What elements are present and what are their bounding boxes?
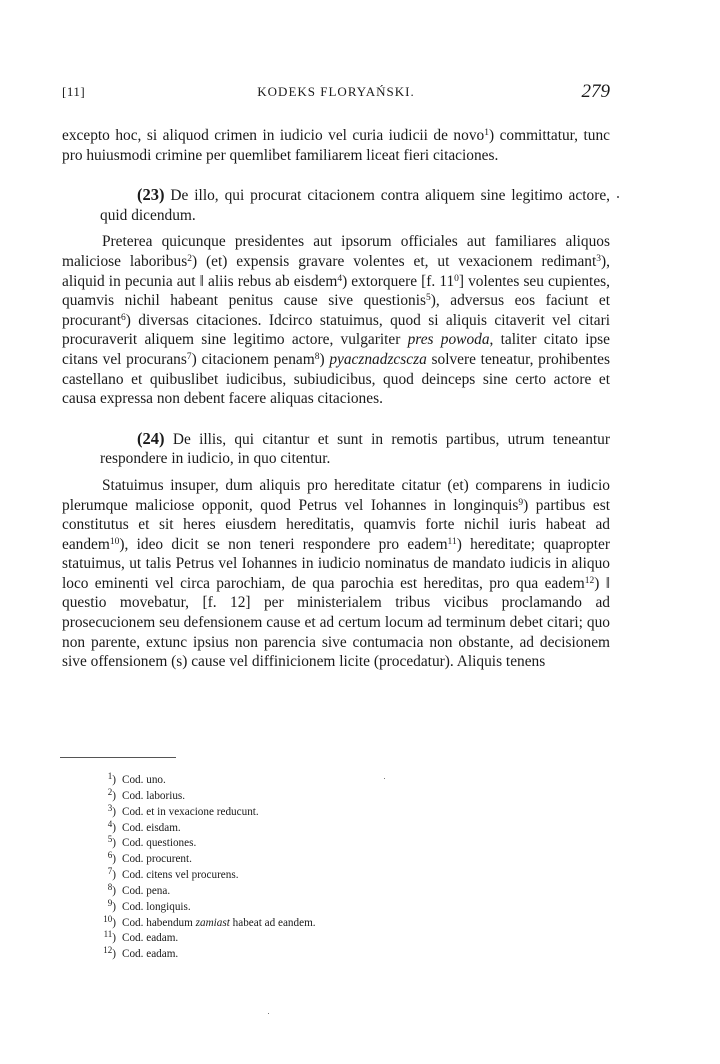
footnote-ref: 2 [187,253,192,264]
footnote: $^9$) Cod. longiquis. [107,897,191,913]
footnote-ref: 4 [337,273,343,284]
page-number: 279 [581,81,610,102]
section-heading-text: De illo, qui procurat citacionem contra aliquem sine legitimo actore, quid dicendum. [100,187,610,224]
section-heading-text: De illis, qui citantur et sunt in remotis partibus, utrum teneantur respondere in iudicio, in quo citentur. [100,430,610,468]
folio-superscript: 0 [454,273,459,284]
vernacular-term: pyacznadzcscza [329,350,427,368]
section-number: (23) [137,185,165,205]
footnote: $^4$) Cod. eisdam. [107,818,181,834]
print-speck [268,1013,269,1014]
footnote-ref: 3 [596,253,602,264]
footnote-ref: 8 [314,351,320,362]
footnote-ref: 12 [584,575,595,586]
paragraph: Statuimus insuper, dum aliquis pro hereditate citatur (et) comparens in iudicio plerumque maliciose opponit, quod Petrus vel Iohannes in longinquis$^9$) partibus est constitutus et sit heres eiusdem hereditatis, quamvis forte nichil iuris habeat ad eandem$^{10}$), ideo dicit se non teneri respondere pro eadem$^{11}$) hereditate; quapropter statuimus, ut talis Petrus vel Iohannes in iudicio nominatus de mandato iudicis in aliquo loco eminenti vel circa parochiam, de qua parochia est hereditas, pro qua eadem$^{12}$) ‖ questio movebatur, [f. 12] per ministerialem tribus vicibus proclamando ad prosecucionem seu defensionem cause et ad certum locum ad terminum debet citari; quo non parente, extunc ipsius non parencia sive contumacia non obstante, ad decisionem sive offensionem (s) cause vel diffinicionem licite (procedatur). Aliquis tenens [62,476,611,671]
footnote: $^1$) Cod. uno. [107,771,166,786]
footnotes [90,773,490,963]
paragraph: Preterea quicunque presidentes aut ipsorum officiales aut familiares aliquos maliciose laboribus$^2$) (et) expensis gravare volentes et, ut vexacionem redimant$^3$), aliquid in pecunia aut ‖ aliis rebus ab eisdem$^4$) extorquere [f. $11^0$] volentes seu cupientes, quamvis nichil habeant penitus cause sive questionis$^5$), adversus eos faciunt et procurant$^6$) diversas citaciones. Idcirco statuimus, quod si aliquis citaverit vel citari procuraverit aliquem sine legitimo actore, vulgariter pres powoda, taliter citato ipse citans vel procurans$^7$) citacionem penam$^8$) pyacznadzcscza solvere teneatur, prohibentes castellano et quibuslibet iudicibus, subiudicibus, quod deinceps sine certo actore et causa expressa non debent facere aliquas citaciones. [62,233,610,408]
footnote: $^8$) Cod. pena. [107,881,171,897]
footnote-ref: 9 [518,497,524,508]
footnote-ref: 1 [484,128,489,138]
footnote: $^{11}$) Cod. eadam. [103,929,179,945]
paragraph-continuation: excepto hoc, si aliquod crimen in iudicio vel curia iudicii de novo$^1$) committatur, tunc pro huiusmodi crimine per quemlibet familiarem liceat fieri citaciones. [62,127,610,164]
footnote: $^5$) Cod. questiones. [107,834,197,850]
section-heading-23 [62,185,610,225]
footnote: $^2$) Cod. laborius. [107,786,186,802]
footnote: $^{12}$) Cod. eadam. [103,945,179,961]
footnote-ref: 10 [109,536,120,547]
footnote-ref: 5 [426,293,431,304]
vernacular-term: pres powoda [407,331,490,349]
footnote: $^3$) Cod. et in vexacione reducunt. [107,802,259,818]
footnote-ref: 6 [120,312,126,323]
running-title: KODEKS FLORYAŃSKI. [257,84,415,99]
print-speck [617,196,619,198]
main-text [62,126,610,672]
footnote-ref: 7 [186,351,192,362]
section-marker: [11] [62,84,86,99]
section-heading-24 [62,429,610,469]
footnote: $^6$) Cod. procurent. [107,850,192,866]
footnote-divider [60,757,176,758]
page-header [62,81,610,106]
footnote: $^7$) Cod. citens vel procurens. [107,866,239,882]
section-number: (24) [137,428,165,448]
footnote-ref: 11 [447,536,457,547]
footnote: $^{10}$) Cod. habendum zamiast habeat ad eandem. [103,913,316,929]
print-speck [384,778,385,779]
